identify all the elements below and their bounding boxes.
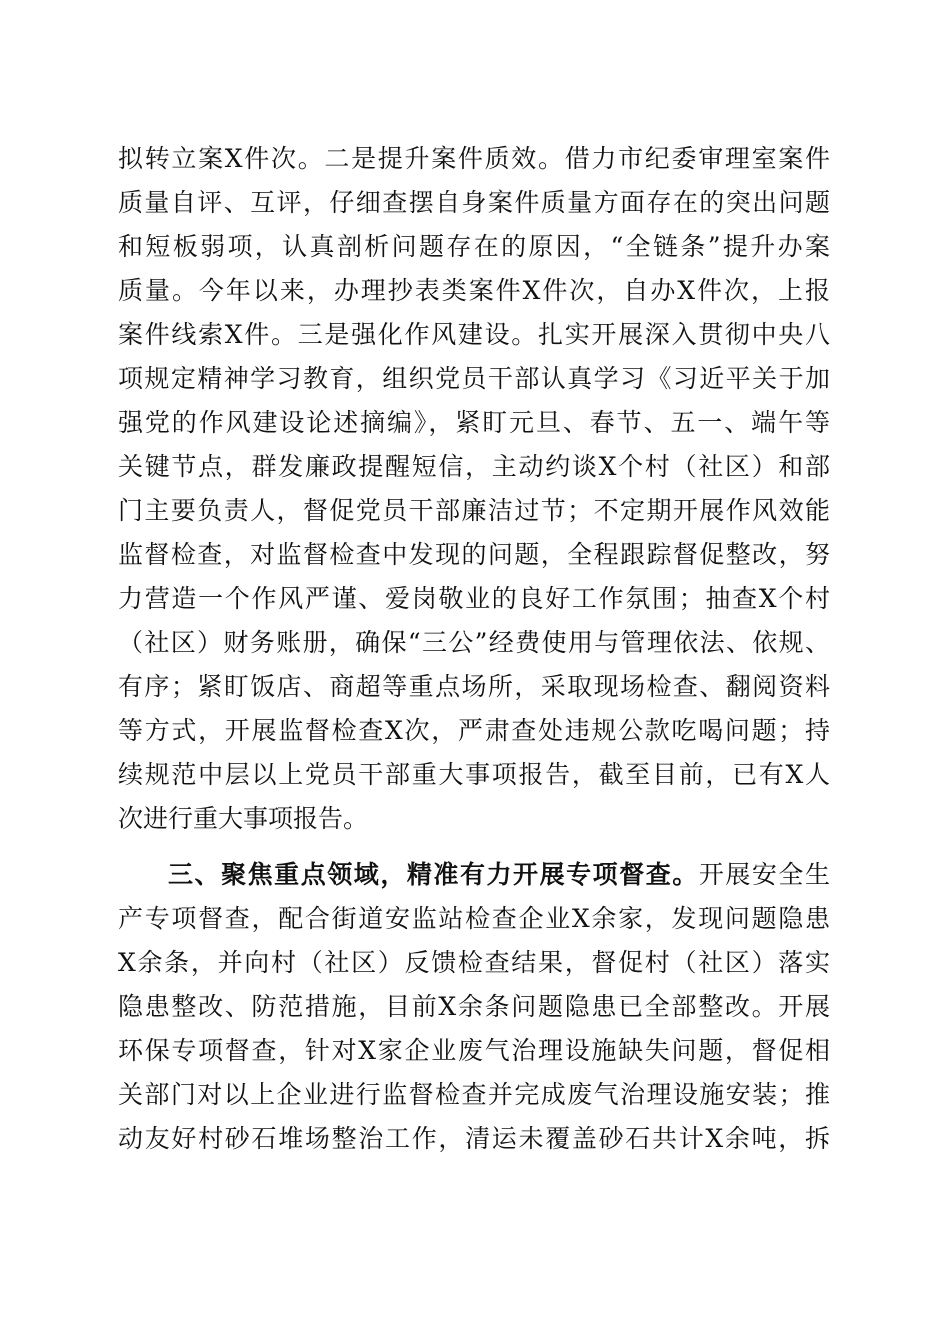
paragraph-line: 动友好村砂石堆场整治工作，清运未覆盖砂石共计X余吨，拆 xyxy=(118,1124,830,1153)
paragraph-line: 力营造一个作风严谨、爱岗敬业的良好工作氛围；抽查X个村 xyxy=(118,584,830,613)
section-heading-rest: 开展安全生 xyxy=(698,860,830,889)
paragraph-line: 质量。今年以来，办理抄表类案件X件次，自办X件次，上报 xyxy=(118,276,830,305)
paragraph-line: 门主要负责人，督促党员干部廉洁过节；不定期开展作风效能 xyxy=(118,496,830,525)
paragraph-line: 拟转立案X件次。二是提升案件质效。借力市纪委审理室案件 xyxy=(118,144,830,173)
paragraph-line: 产专项督查，配合街道安监站检查企业X余家，发现问题隐患 xyxy=(118,904,830,933)
paragraph-line: 案件线索X件。三是强化作风建设。扎实开展深入贯彻中央八 xyxy=(118,320,830,349)
paragraph-line: 关部门对以上企业进行监督检查并完成废气治理设施安装；推 xyxy=(118,1080,830,1109)
paragraph-line: 强党的作风建设论述摘编》，紧盯元旦、春节、五一、端午等 xyxy=(118,408,830,437)
paragraph-line: X余条，并向村（社区）反馈检查结果，督促村（社区）落实 xyxy=(118,948,830,977)
paragraph-line: 续规范中层以上党员干部重大事项报告，截至目前，已有X人 xyxy=(118,760,830,789)
section-heading: 三、聚焦重点领域，精准有力开展专项督查。 xyxy=(168,860,699,889)
paragraph-line: 关键节点，群发廉政提醒短信，主动约谈X个村（社区）和部 xyxy=(118,452,830,481)
paragraph-line: 有序；紧盯饭店、商超等重点场所，采取现场检查、翻阅资料 xyxy=(118,672,830,701)
paragraph-line: （社区）财务账册，确保“三公”经费使用与管理依法、依规、 xyxy=(118,628,830,657)
paragraph-line: 监督检查，对监督检查中发现的问题，全程跟踪督促整改，努 xyxy=(118,540,830,569)
paragraph-line: 和短板弱项，认真剖析问题存在的原因，“全链条”提升办案 xyxy=(118,232,830,261)
paragraph-line: 质量自评、互评，仔细查摆自身案件质量方面存在的突出问题 xyxy=(118,188,830,217)
paragraph-line: 项规定精神学习教育，组织党员干部认真学习《习近平关于加 xyxy=(118,364,830,393)
paragraph-line: 隐患整改、防范措施，目前X余条问题隐患已全部整改。开展 xyxy=(118,992,830,1021)
paragraph-line: 等方式，开展监督检查X次，严肃查处违规公款吃喝问题；持 xyxy=(118,716,830,745)
section-heading-line xyxy=(168,853,830,897)
paragraph-line-last: 次进行重大事项报告。 xyxy=(118,804,369,833)
paragraph-line: 环保专项督查，针对X家企业废气治理设施缺失问题，督促相 xyxy=(118,1036,830,1065)
